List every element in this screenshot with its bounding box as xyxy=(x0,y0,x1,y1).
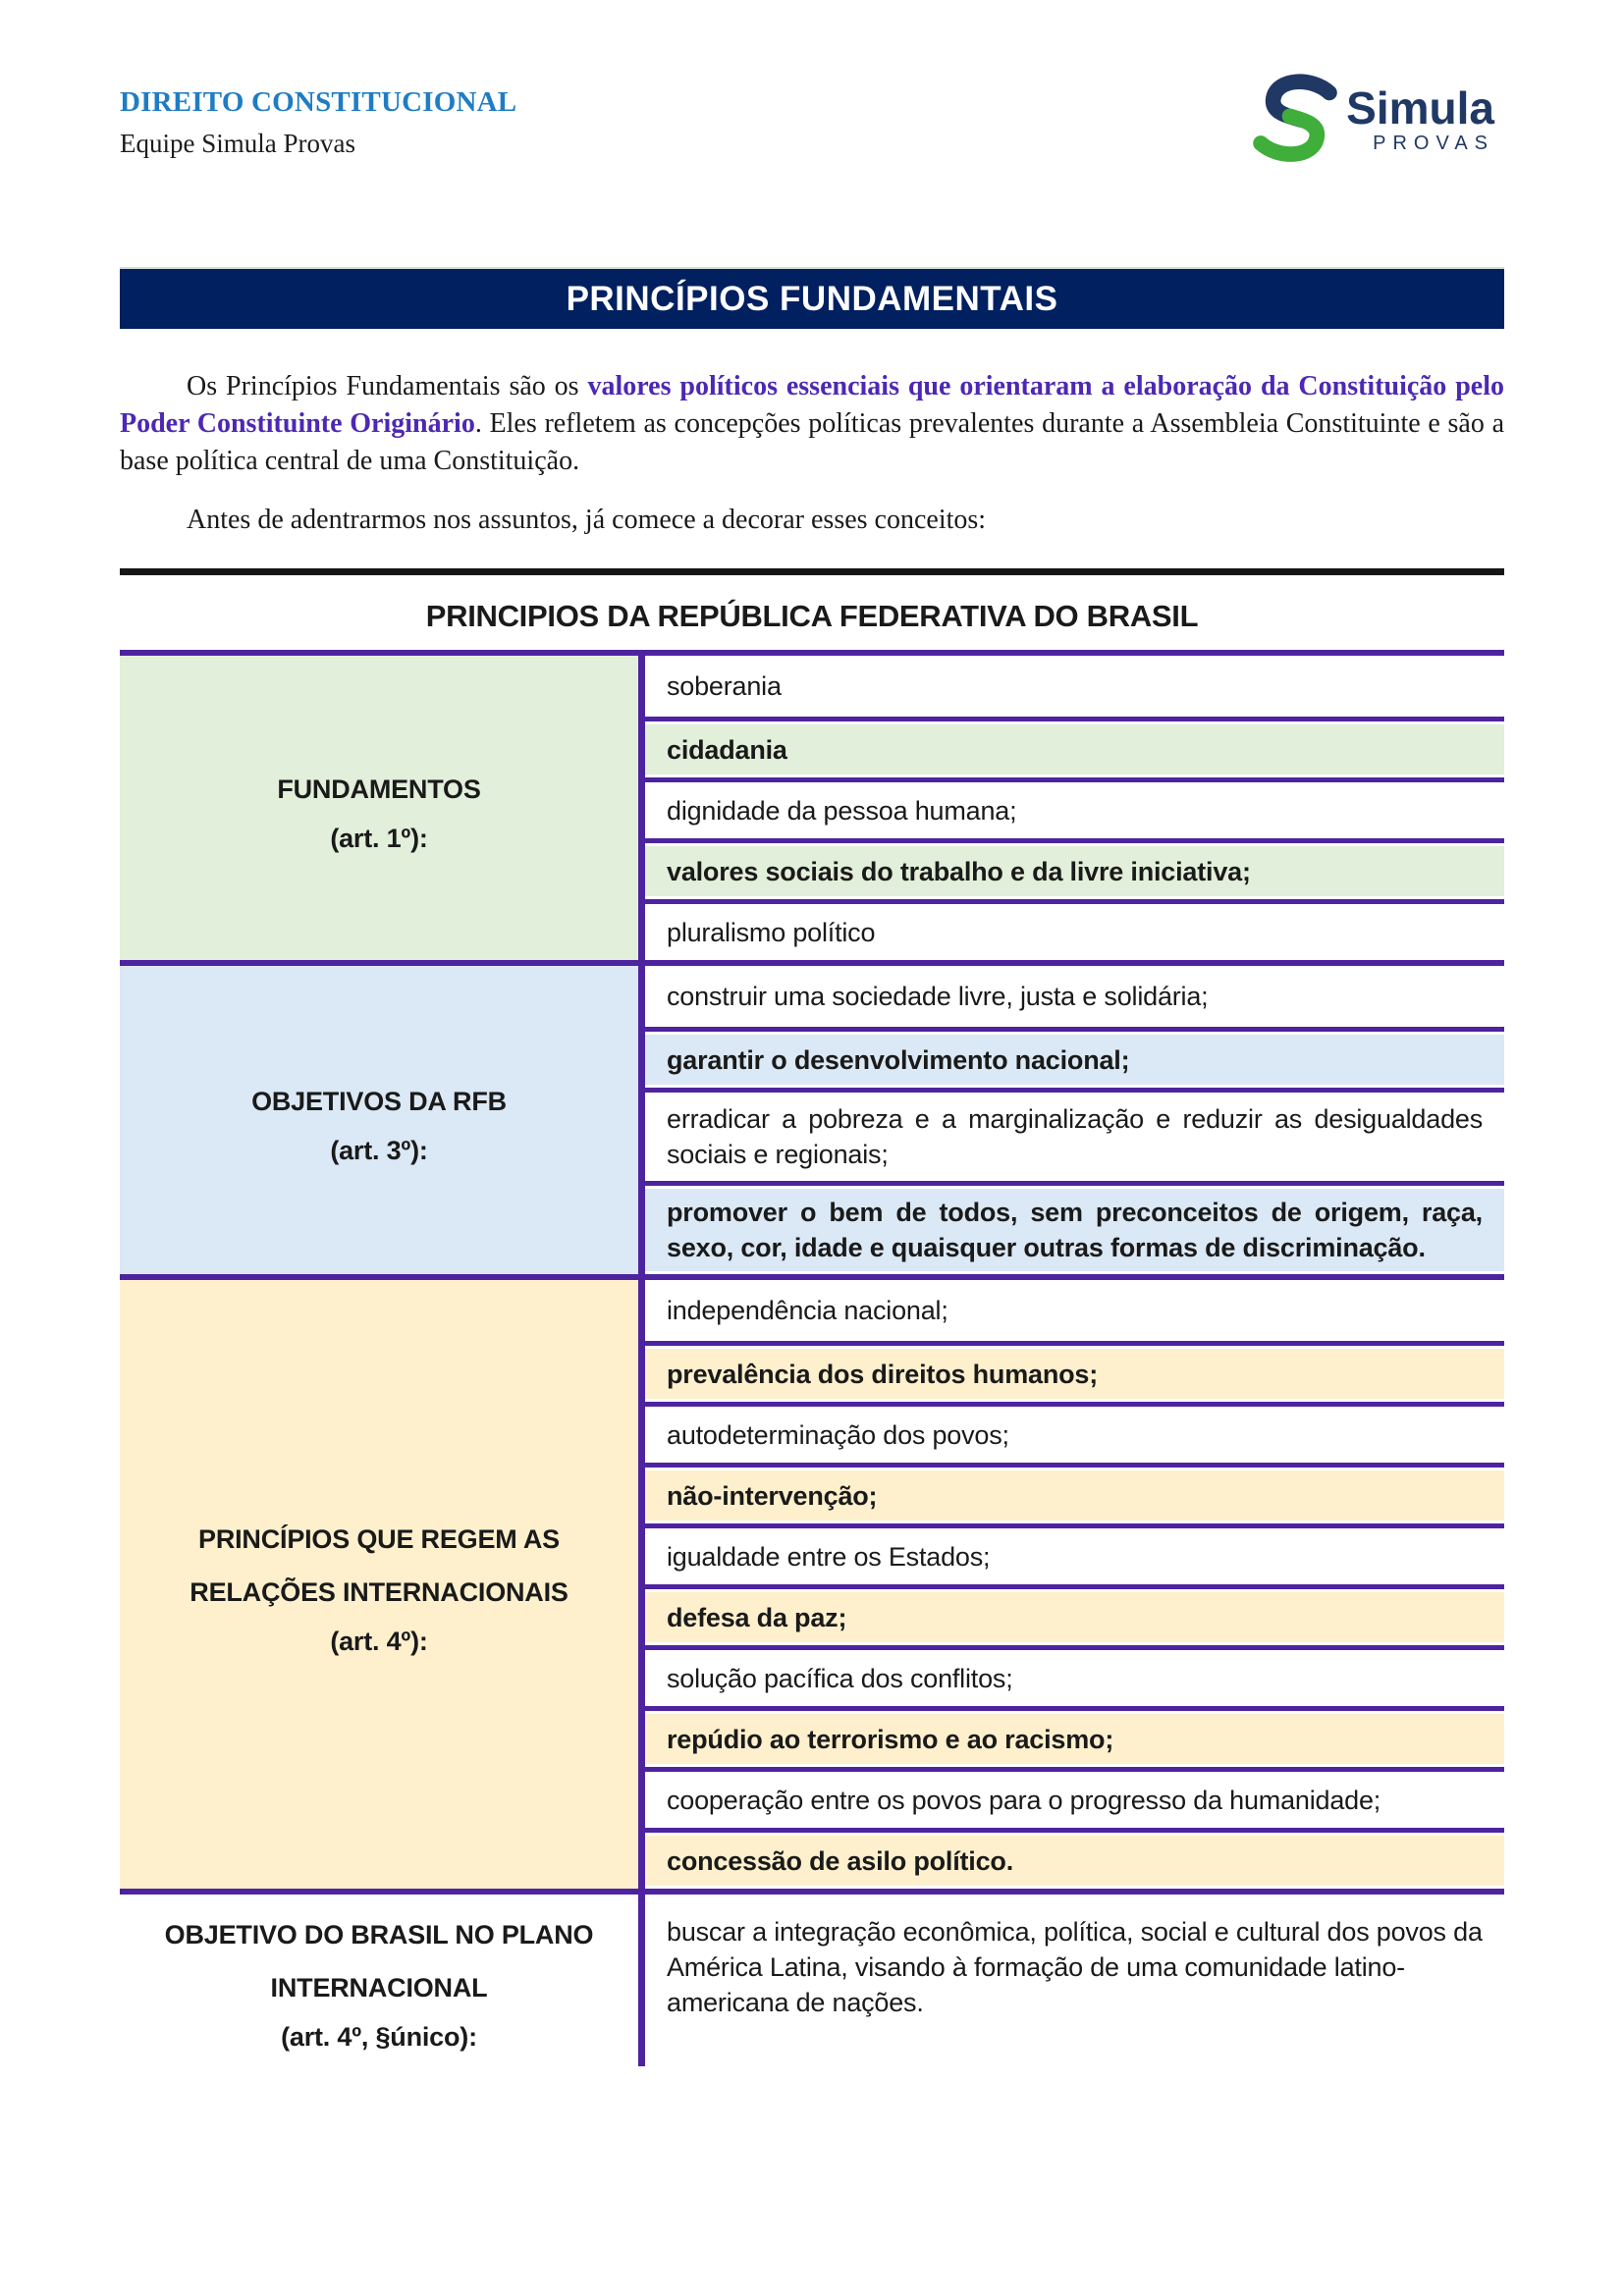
row-text: concessão de asilo político. xyxy=(667,1845,1014,1876)
intro-text-before: Os Princípios Fundamentais são os xyxy=(187,371,588,401)
table-row xyxy=(645,1088,1504,1181)
table-row xyxy=(645,1027,1504,1088)
intro-text-after: . Eles refletem as concepções políticas prevalentes durante a Assembleia Constituinte e são a base política central de uma Constituição. xyxy=(120,408,1505,476)
group-article: (art. 3º): xyxy=(330,1135,428,1165)
row-text: dignidade da pessoa humana; xyxy=(667,795,1017,826)
principles-table xyxy=(120,650,1504,2066)
table-row xyxy=(645,966,1504,1027)
row-text: repúdio ao terrorismo e ao racismo; xyxy=(667,1724,1114,1754)
table-row xyxy=(645,1181,1504,1274)
group-rows xyxy=(638,966,1504,1274)
intro-text-highlight: valores políticos essenciais que orientaram a elaboração da Constituição pelo Poder Constituinte Originário xyxy=(120,371,1504,439)
group-header-cell xyxy=(120,966,638,1274)
logo-word-simula: Simula xyxy=(1346,81,1494,133)
table-row xyxy=(645,656,1504,717)
row-text: valores sociais do trabalho e da livre iniciativa; xyxy=(667,856,1251,886)
row-text: solução pacífica dos conflitos; xyxy=(667,1663,1013,1693)
row-text: buscar a integração econômica, política, social e cultural dos povos da América Latina, visando à formação de uma comunidade latino-americana de nações. xyxy=(667,1917,1483,2017)
table-row xyxy=(645,1463,1504,1523)
group-label: OBJETIVOS DA RFB xyxy=(251,1086,507,1116)
table-row xyxy=(645,1584,1504,1645)
table-row xyxy=(645,1828,1504,1889)
row-text: autodeterminação dos povos; xyxy=(667,1419,1009,1450)
row-text: cooperação entre os povos para o progresso da humanidade; xyxy=(667,1785,1381,1815)
row-text: não-intervenção; xyxy=(667,1480,878,1511)
simula-provas-logo xyxy=(1250,71,1494,169)
table-row xyxy=(645,1523,1504,1584)
group-article: (art. 1º): xyxy=(330,823,428,853)
table-row xyxy=(645,1280,1504,1341)
row-text: prevalência dos direitos humanos; xyxy=(667,1359,1099,1389)
group-article: (art. 4º): xyxy=(330,1626,428,1656)
table-row xyxy=(645,1645,1504,1706)
group-label: INTERNACIONAL xyxy=(270,1973,488,2002)
group-header-cell xyxy=(120,1280,638,1889)
row-text: garantir o desenvolvimento nacional; xyxy=(667,1044,1130,1075)
table-row xyxy=(645,1895,1504,2040)
group-label: FUNDAMENTOS xyxy=(277,774,481,804)
group-header-cell xyxy=(120,1895,638,2066)
group-rows xyxy=(638,656,1504,960)
table-title: PRINCIPIOS DA REPÚBLICA FEDERATIVA DO BRASIL xyxy=(425,599,1199,633)
table-group-relacoes-internacionais xyxy=(120,1274,1504,1889)
document-title: DIREITO CONSTITUCIONAL xyxy=(120,86,517,118)
intro-paragraph-2: Antes de adentrarmos nos assuntos, já comece a decorar esses conceitos: xyxy=(187,505,987,535)
section-banner-title: PRINCÍPIOS FUNDAMENTAIS xyxy=(566,279,1058,318)
row-text: construir uma sociedade livre, justa e solidária; xyxy=(667,982,1209,1011)
group-article: (art. 4º, §único): xyxy=(281,2022,477,2052)
page-header xyxy=(120,69,1504,196)
table-row xyxy=(645,1706,1504,1767)
intro-paragraph xyxy=(120,368,1504,480)
group-label: PRINCÍPIOS QUE REGEM AS xyxy=(198,1523,560,1554)
row-text: defesa da paz; xyxy=(667,1602,847,1632)
row-text: cidadania xyxy=(667,734,787,765)
logo-wordmark xyxy=(1346,81,1494,155)
section-banner xyxy=(120,267,1504,329)
header-titles xyxy=(120,69,516,159)
row-text: promover o bem de todos, sem preconceitos de origem, raça, sexo, cor, idade e quaisquer outras formas de discriminação. xyxy=(667,1198,1483,1262)
group-label: OBJETIVO DO BRASIL NO PLANO xyxy=(164,1920,594,1949)
table-group-objetivo-internacional xyxy=(120,1889,1504,2066)
group-label: RELAÇÕES INTERNACIONAIS xyxy=(189,1576,568,1607)
row-text: erradicar a pobreza e a marginalização e reduzir as desigualdades sociais e regionais; xyxy=(667,1104,1483,1169)
logo-s-icon xyxy=(1250,71,1340,169)
table-row xyxy=(645,1341,1504,1402)
table-row xyxy=(645,777,1504,838)
row-text: independência nacional; xyxy=(667,1296,948,1325)
table-row xyxy=(645,1402,1504,1463)
table-group-objetivos xyxy=(120,960,1504,1274)
table-group-fundamentos xyxy=(120,650,1504,960)
logo-word-provas: PROVAS xyxy=(1373,132,1494,154)
row-text: soberania xyxy=(667,671,782,701)
group-header-cell xyxy=(120,656,638,960)
group-rows xyxy=(638,1895,1504,2066)
row-text: igualdade entre os Estados; xyxy=(667,1541,991,1572)
horizontal-rule xyxy=(120,568,1504,575)
table-row xyxy=(645,899,1504,960)
table-row xyxy=(645,717,1504,777)
table-row xyxy=(645,1767,1504,1828)
row-text: pluralismo político xyxy=(667,917,876,947)
document-subtitle: Equipe Simula Provas xyxy=(120,129,355,158)
group-rows xyxy=(638,1280,1504,1889)
table-row xyxy=(645,838,1504,899)
